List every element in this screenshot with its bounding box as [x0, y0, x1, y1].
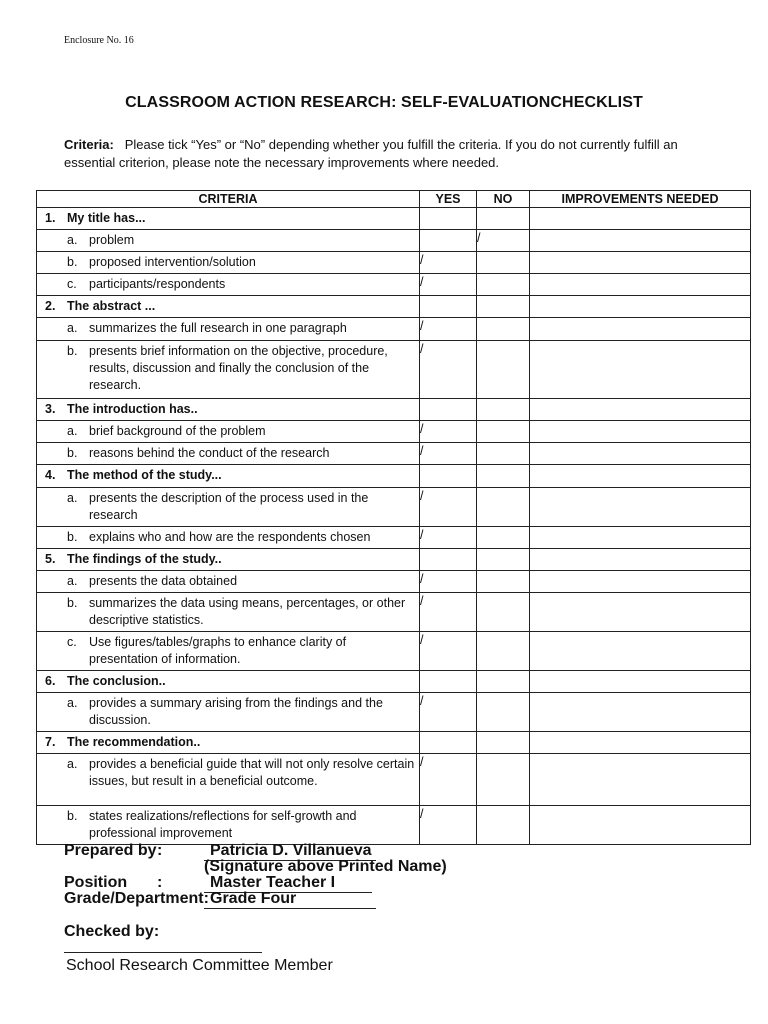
position-colon: : [157, 874, 163, 891]
criterion-text: The introduction has.. [67, 402, 198, 416]
criterion-row [37, 274, 751, 296]
improvements-cell[interactable] [530, 318, 751, 341]
improvements-cell[interactable] [530, 252, 751, 274]
criteria-cell [37, 549, 420, 571]
no-tick-cell[interactable]: / [477, 230, 530, 252]
criteria-cell [37, 527, 420, 549]
criteria-cell [37, 296, 420, 318]
criteria-cell [37, 632, 420, 671]
yes-tick-cell[interactable] [420, 671, 477, 693]
criterion-number: 2. [45, 299, 56, 313]
improvements-cell[interactable] [530, 671, 751, 693]
criteria-cell [37, 252, 420, 274]
no-tick-cell[interactable] [477, 421, 530, 443]
improvements-cell[interactable] [530, 274, 751, 296]
criterion-text: The abstract ... [67, 299, 156, 313]
criterion-number: b. [67, 255, 78, 269]
table-header-row [37, 191, 751, 208]
criteria-cell [37, 443, 420, 465]
yes-tick-cell[interactable] [420, 296, 477, 318]
criterion-number: a. [67, 321, 78, 335]
improvements-cell[interactable] [530, 443, 751, 465]
prepared-by-value: Patricia D. Villanueva [204, 842, 376, 861]
no-tick-cell[interactable] [477, 318, 530, 341]
yes-tick-cell[interactable]: / [420, 527, 477, 549]
yes-tick-cell[interactable]: / [420, 571, 477, 593]
improvements-cell[interactable] [530, 208, 751, 230]
criterion-number: 6. [45, 674, 56, 688]
criterion-number: b. [67, 530, 78, 544]
criterion-row [37, 527, 751, 549]
section-row [37, 549, 751, 571]
yes-tick-cell[interactable]: / [420, 421, 477, 443]
instructions-text: Please tick “Yes” or “No” depending whether you fulfill the criteria. If you do not currently fulfill an essential criterion, please note the necessary improvements where needed. [64, 137, 678, 170]
criterion-row [37, 318, 751, 341]
header-no: NO [477, 191, 530, 208]
criterion-number: 7. [45, 735, 56, 749]
criteria-cell [37, 732, 420, 754]
criteria-cell [37, 274, 420, 296]
no-tick-cell[interactable] [477, 296, 530, 318]
criterion-number: 4. [45, 468, 56, 482]
yes-tick-cell[interactable]: / [420, 632, 477, 671]
yes-tick-cell[interactable]: / [420, 252, 477, 274]
criterion-number: a. [67, 574, 78, 588]
criteria-label: Criteria: [64, 137, 114, 152]
criterion-text: summarizes the full research in one paragraph [89, 321, 347, 335]
improvements-cell[interactable] [530, 806, 751, 845]
criterion-number: b. [67, 344, 78, 358]
improvements-cell[interactable] [530, 754, 751, 806]
criterion-text: The conclusion.. [67, 674, 166, 688]
improvements-cell[interactable] [530, 488, 751, 527]
criterion-number: a. [67, 491, 78, 505]
no-tick-cell[interactable] [477, 632, 530, 671]
improvements-cell[interactable] [530, 465, 751, 488]
criteria-cell [37, 693, 420, 732]
no-tick-cell[interactable] [477, 443, 530, 465]
criterion-text: presents the data obtained [89, 574, 238, 588]
criteria-cell [37, 208, 420, 230]
criterion-text: presents the description of the process used in the research [89, 491, 369, 522]
yes-tick-cell[interactable] [420, 732, 477, 754]
improvements-cell[interactable] [530, 632, 751, 671]
criterion-text: presents brief information on the objective, procedure, results, discussion and finally the conclusion of the research. [89, 344, 388, 392]
no-tick-cell[interactable] [477, 488, 530, 527]
no-tick-cell[interactable] [477, 527, 530, 549]
yes-tick-cell[interactable]: / [420, 274, 477, 296]
instructions [64, 136, 724, 172]
criterion-text: The findings of the study.. [67, 552, 222, 566]
no-tick-cell[interactable] [477, 341, 530, 399]
criterion-text: problem [89, 233, 135, 247]
criterion-number: b. [67, 446, 78, 460]
no-tick-cell[interactable] [477, 465, 530, 488]
section-row [37, 465, 751, 488]
improvements-cell[interactable] [530, 593, 751, 632]
criteria-cell [37, 421, 420, 443]
criterion-text: reasons behind the conduct of the research [89, 446, 330, 460]
criterion-row [37, 693, 751, 732]
improvements-cell[interactable] [530, 693, 751, 732]
committee-label: School Research Committee Member [66, 957, 333, 974]
criterion-text: proposed intervention/solution [89, 255, 256, 269]
criterion-row [37, 806, 751, 845]
no-tick-cell[interactable] [477, 571, 530, 593]
criterion-text: explains who and how are the respondents chosen [89, 530, 371, 544]
criterion-number: c. [67, 635, 77, 649]
criterion-row [37, 252, 751, 274]
criterion-text: The method of the study... [67, 468, 222, 482]
improvements-cell[interactable] [530, 399, 751, 421]
improvements-cell[interactable] [530, 296, 751, 318]
improvements-cell[interactable] [530, 571, 751, 593]
criteria-cell [37, 754, 420, 806]
criteria-cell [37, 806, 420, 845]
criterion-text: provides a summary arising from the findings and the discussion. [89, 696, 383, 727]
no-tick-cell[interactable] [477, 732, 530, 754]
no-tick-cell[interactable] [477, 593, 530, 632]
criterion-number: a. [67, 424, 78, 438]
criteria-cell [37, 399, 420, 421]
criteria-cell [37, 341, 420, 399]
checklist-table [36, 190, 751, 845]
section-row [37, 296, 751, 318]
criterion-text: The recommendation.. [67, 735, 201, 749]
criteria-cell [37, 488, 420, 527]
criteria-cell [37, 671, 420, 693]
criterion-number: a. [67, 233, 78, 247]
criterion-text: Use figures/tables/graphs to enhance clarity of presentation of information. [89, 635, 347, 666]
yes-tick-cell[interactable]: / [420, 806, 477, 845]
yes-tick-cell[interactable] [420, 465, 477, 488]
criterion-row [37, 443, 751, 465]
criterion-text: brief background of the problem [89, 424, 266, 438]
yes-tick-cell[interactable]: / [420, 754, 477, 806]
yes-tick-cell[interactable]: / [420, 693, 477, 732]
no-tick-cell[interactable] [477, 806, 530, 845]
criterion-number: c. [67, 277, 77, 291]
signature-line [64, 952, 262, 953]
criteria-cell [37, 318, 420, 341]
criteria-cell [37, 571, 420, 593]
position-label: Position [64, 874, 128, 891]
yes-tick-cell[interactable]: / [420, 341, 477, 399]
yes-tick-cell[interactable] [420, 399, 477, 421]
criterion-row [37, 341, 751, 399]
no-tick-cell[interactable] [477, 549, 530, 571]
section-row [37, 732, 751, 754]
section-row [37, 208, 751, 230]
no-tick-cell[interactable] [477, 252, 530, 274]
no-tick-cell[interactable] [477, 399, 530, 421]
criterion-number: 3. [45, 402, 56, 416]
signature-note: (Signature above Printed Name) [204, 858, 447, 875]
improvements-cell[interactable] [530, 527, 751, 549]
improvements-cell[interactable] [530, 230, 751, 252]
enclosure-number: Enclosure No. 16 [64, 35, 134, 46]
criterion-row [37, 421, 751, 443]
prepared-by-colon: : [157, 842, 163, 859]
yes-tick-cell[interactable] [420, 208, 477, 230]
criterion-number: 1. [45, 211, 56, 225]
criteria-cell [37, 593, 420, 632]
improvements-cell[interactable] [530, 732, 751, 754]
improvements-cell[interactable] [530, 341, 751, 399]
no-tick-cell[interactable] [477, 208, 530, 230]
criterion-number: a. [67, 696, 78, 710]
grade-label: Grade/Department: [64, 890, 209, 907]
no-tick-cell[interactable] [477, 754, 530, 806]
criterion-text: My title has... [67, 211, 146, 225]
criterion-text: participants/respondents [89, 277, 226, 291]
no-tick-cell[interactable] [477, 693, 530, 732]
header-yes: YES [420, 191, 477, 208]
section-row [37, 671, 751, 693]
criterion-number: 5. [45, 552, 56, 566]
yes-tick-cell[interactable]: / [420, 318, 477, 341]
checked-by-label: Checked by: [64, 923, 160, 940]
page-title: CLASSROOM ACTION RESEARCH: SELF-EVALUATIONCHECKLIST [125, 94, 643, 111]
criterion-row [37, 230, 751, 252]
improvements-cell[interactable] [530, 421, 751, 443]
improvements-cell[interactable] [530, 549, 751, 571]
position-value: Master Teacher I [204, 874, 372, 893]
criterion-number: b. [67, 596, 78, 610]
grade-value: Grade Four [204, 890, 376, 909]
criterion-row [37, 488, 751, 527]
no-tick-cell[interactable] [477, 671, 530, 693]
criteria-cell [37, 465, 420, 488]
yes-tick-cell[interactable]: / [420, 488, 477, 527]
yes-tick-cell[interactable] [420, 549, 477, 571]
section-row [37, 399, 751, 421]
header-improvements: IMPROVEMENTS NEEDED [530, 191, 751, 208]
criterion-row [37, 632, 751, 671]
criterion-text: states realizations/reflections for self-growth and professional improvement [89, 809, 357, 840]
criterion-row [37, 593, 751, 632]
no-tick-cell[interactable] [477, 274, 530, 296]
yes-tick-cell[interactable]: / [420, 443, 477, 465]
yes-tick-cell[interactable] [420, 230, 477, 252]
header-criteria: CRITERIA [37, 191, 420, 208]
prepared-by-label: Prepared by [64, 842, 157, 859]
criterion-number: b. [67, 809, 78, 823]
criterion-row [37, 571, 751, 593]
criterion-text: summarizes the data using means, percentages, or other descriptive statistics. [89, 596, 406, 627]
criteria-cell [37, 230, 420, 252]
criterion-row [37, 754, 751, 806]
yes-tick-cell[interactable]: / [420, 593, 477, 632]
criterion-text: provides a beneficial guide that will not only resolve certain issues, but result in a beneficial outcome. [89, 757, 415, 788]
criterion-number: a. [67, 757, 78, 771]
